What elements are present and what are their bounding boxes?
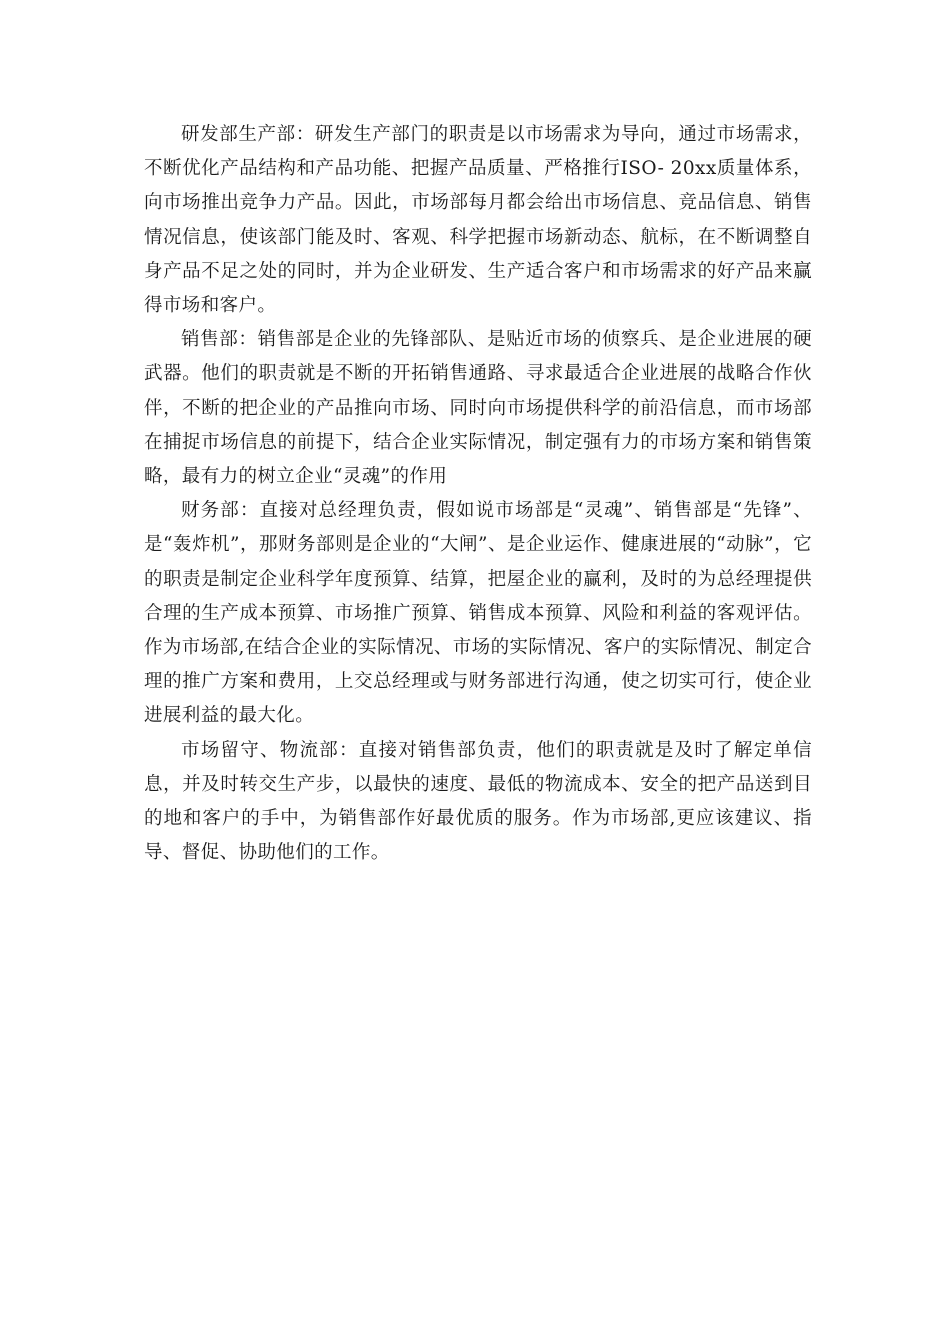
paragraph-logistics: 市场留守、物流部：直接对销售部负责，他们的职责就是及时了解定单信息，并及时转交生产步，以最快的速度、最低的物流成本、安全的把产品送到目的地和客户的手中，为销售部作好最优质的服务。作为市场部,更应该建议、指导、督促、协助他们的工作。: [144, 739, 812, 864]
paragraph-finance: 财务部：直接对总经理负责，假如说市场部是“灵魂”、销售部是“先锋”、是“轰炸机”，那财务部则是企业的“大闸”、是企业运作、健康进展的“动脉”，它的职责是制定企业科学年度预算、结算，把屋企业的赢利，及时的为总经理提供合理的生产成本预算、市场推广预算、销售成本预算、风险和利益的客观评估。作为市场部,在结合企业的实际情况、市场的实际情况、客户的实际情况、制定合理的推广方案和费用，上交总经理或与财务部进行沟通，使之切实可行，使企业进展利益的最大化。: [144, 500, 812, 727]
document-body: [144, 118, 812, 870]
paragraph-sales: 销售部：销售部是企业的先锋部队、是贴近市场的侦察兵、是企业进展的硬武器。他们的职责就是不断的开拓销售通路、寻求最适合企业进展的战略合作伙伴，不断的把企业的产品推向市场、同时向市场提供科学的前沿信息，而市场部在捕捉市场信息的前提下，结合企业实际情况，制定强有力的市场方案和销售策略，最有力的树立企业“灵魂”的作用: [144, 329, 812, 488]
paragraph-rnd-production: 研发部生产部：研发生产部门的职责是以市场需求为导向，通过市场需求，不断优化产品结构和产品功能、把握产品质量、严格推行ISO- 20xx质量体系，向市场推出竞争力产品。因此，市场部每月都会给出市场信息、竞品信息、销售情况信息，使该部门能及时、客观、科学把握市场新动态、航标，在不断调整自身产品不足之处的同时，并为企业研发、生产适合客户和市场需求的好产品来赢得市场和客户。: [144, 124, 812, 317]
